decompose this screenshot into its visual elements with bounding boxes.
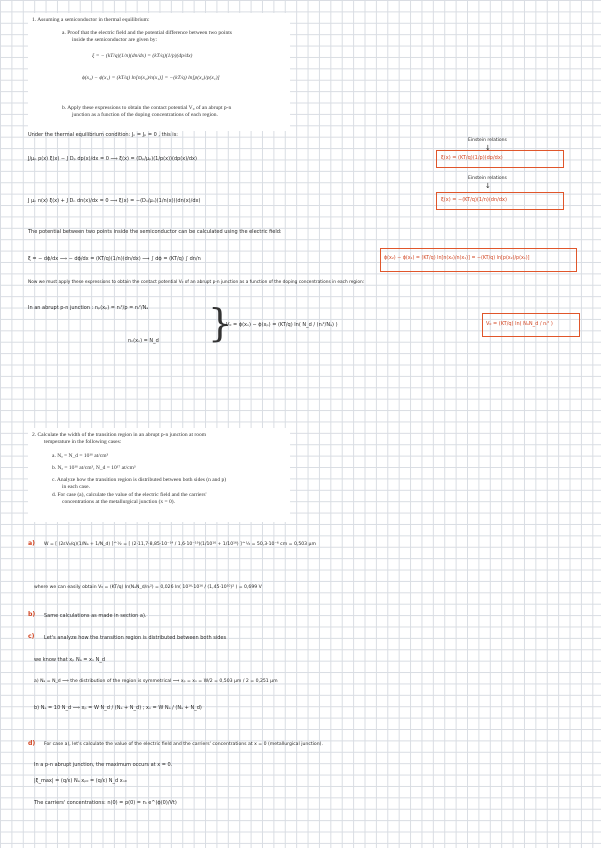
part-d-max-field-equation: |ξ_max| = (q/ε) Nₐ xₚ₀ = (q/ε) N_d xₙ₀ — [34, 778, 127, 784]
problem-2d-line-2: concentrations at the metallurgical junction (x = 0). — [62, 499, 175, 505]
part-b-text: Same calculations as made in section a). — [44, 613, 147, 619]
problem-2a: a. Nₐ = N_d = 10¹⁶ at/cm³ — [52, 453, 109, 459]
solution-1-apply-note: Now we must apply these expressions to obtain the contact potential V₀ of an abrupt p-n junction as a function of the doping concentrations in each region: — [28, 280, 365, 285]
part-d-label: d) — [28, 740, 36, 747]
down-arrow-icon: ↓ — [485, 182, 491, 190]
problem-2d-line-1: d. For case (a), calculate the value of the electric field and the carriers' — [52, 492, 207, 498]
solution-1-potential-intro: The potential between two points inside the semiconductor can be calculated using the electric field: — [28, 229, 282, 235]
problem-1b-line-1: b. Apply these expressions to obtain the contact potential V₀ of an abrupt p-n — [62, 105, 232, 111]
solution-1-intro: Under the thermal equilibrium condition: Jₙ = Jₚ = 0 , this is: — [28, 132, 178, 138]
part-d-carrier-concentrations: The carriers' concentrations: n(0) = p(0) = nᵢ e^(ϕ(0)/Vt) — [34, 800, 177, 806]
right-brace-icon: } — [208, 301, 233, 345]
down-arrow-icon: ↓ — [485, 144, 491, 152]
problem-1a-line-2: inside the semiconductor are given by: — [72, 37, 158, 43]
problem-2-line-2: temperature in the following cases: — [44, 439, 122, 445]
part-c-charge-balance: we know that xₚ Nₐ = xₙ N_d — [34, 657, 106, 663]
part-c-text: Let's analyze how the transition region is distributed between both sides — [44, 635, 227, 641]
printed-problem-2 — [28, 428, 290, 522]
solution-1-hole-current: J/μₚ p(x) ξ(x) − J Dₚ dp(x)/dx = 0 ⟹ ξ(x) = (Dₚ/μₚ)(1/p(x))(dp(x)/dx) — [28, 156, 197, 162]
problem-1-equation-field: ξ = − (kT/q)(1/n)(dn/dx) = (kT/q)(1/p)(dp/dx) — [92, 53, 193, 59]
problem-1-title: 1. Assuming a semiconductor in thermal equilibrium: — [32, 17, 150, 23]
einstein-relations-note-1: Einstein relations — [468, 138, 507, 143]
part-d-max-field-note: In a p-n abrupt junction, the maximum occurs at x = 0. — [34, 762, 173, 768]
problem-2-line-1: 2. Calculate the width of the transition region in an abrupt p-n junction at room — [32, 432, 206, 438]
result-contact-potential: V₀ = (KT/q) ln( NₐN_d / nᵢ² ) — [486, 321, 553, 327]
problem-1-equation-potential: ϕ(x₂) − ϕ(x₁) = (kT/q) ln[n(x₂)/n(x₁)] = −(kT/q) ln[p(x₂)/p(x₁)] — [82, 75, 220, 81]
contact-potential-value: where we can easily obtain V₀ = (KT/q) ln(NₐN_d/nᵢ²) = 0,026 ln( 10¹⁶·10¹⁶ / (1,45·10¹⁰)² ) = 0,699 V — [34, 585, 262, 590]
problem-2c-line-1: c. Analyze how the transition region is distributed between both sides (n and p) — [52, 477, 227, 483]
printed-problem-1 — [28, 13, 290, 131]
part-a-label: a) — [28, 540, 36, 547]
einstein-relations-note-2: Einstein relations — [468, 176, 507, 181]
width-equation: W = [ (2εV₀/q)(1/Nₐ + 1/N_d) ]^½ = [ (2·11,7·8,85·10⁻¹⁴ / 1,6·10⁻¹⁹)(1/10¹⁶ + 1/10¹⁶) ]^½ = 50,3·10⁻⁶ cm = 0,503 μm — [44, 542, 316, 547]
part-c-label: c) — [28, 633, 35, 640]
solution-1-contact-potential: V₀ = ϕ(xₙ) − ϕ(xₚ) = (KT/q) ln( N_d / (nᵢ²/Nₐ) ) — [226, 322, 338, 328]
part-c-case-b: b) Nₐ = 10 N_d ⟹ xₚ = W N_d / (Nₐ + N_d) ; xₙ = W Nₐ / (Nₐ + N_d) — [34, 705, 202, 711]
solution-1-electron-current: J μₙ n(x) ξ(x) + J Dₙ dn(x)/dx = 0 ⟹ ξ(x) = −(Dₙ/μₙ)(1/n(x))(dn(x)/dx) — [28, 198, 201, 204]
result-field-electrons: ξ(x) = −(KT/q)(1/n)(dn/dx) — [441, 197, 507, 203]
solution-1-abrupt-junction-p: In an abrupt p-n junction : nₚ(xₚ) = nᵢ²/p = nᵢ²/Nₐ — [28, 305, 149, 311]
solution-1-abrupt-junction-n: nₙ(xₙ) = N_d — [128, 338, 159, 344]
problem-2b: b. Nₐ = 10¹⁶ at/cm³, N_d = 10¹⁷ at/cm³ — [52, 465, 136, 471]
problem-2c-line-2: in each case. — [62, 484, 90, 490]
problem-1b-line-2: junction as a function of the doping concentrations of each region. — [72, 112, 218, 118]
part-d-text: For case a), let's calculate the value of the electric field and the carriers' concentrations at x = 0 (metallurgical junction). — [44, 742, 323, 747]
problem-1a-line-1: a. Proof that the electric field and the potential difference between two points — [62, 30, 232, 36]
part-c-case-a: a) Nₐ = N_d ⟹ the distribution of the region is symmetrical ⟹ xₚ = xₙ = W/2 = 0,503 μm / 2 = 0,251 μm — [34, 679, 278, 684]
solution-1-potential-derivation: ξ = − dϕ/dx ⟹ − dϕ/dx = (KT/q)(1/n)(dn/dx) ⟹ ∫ dϕ = (KT/q) ∫ dn/n — [28, 256, 201, 262]
result-potential: ϕ(x₂) − ϕ(x₁) = (KT/q) ln[n(x₂)/n(x₁)] = −(KT/q) ln[p(x₂)/p(x₁)] — [384, 256, 530, 261]
result-field-holes: ξ(x) = (KT/q)(1/p)(dp/dx) — [441, 155, 503, 161]
part-b-label: b) — [28, 611, 36, 618]
